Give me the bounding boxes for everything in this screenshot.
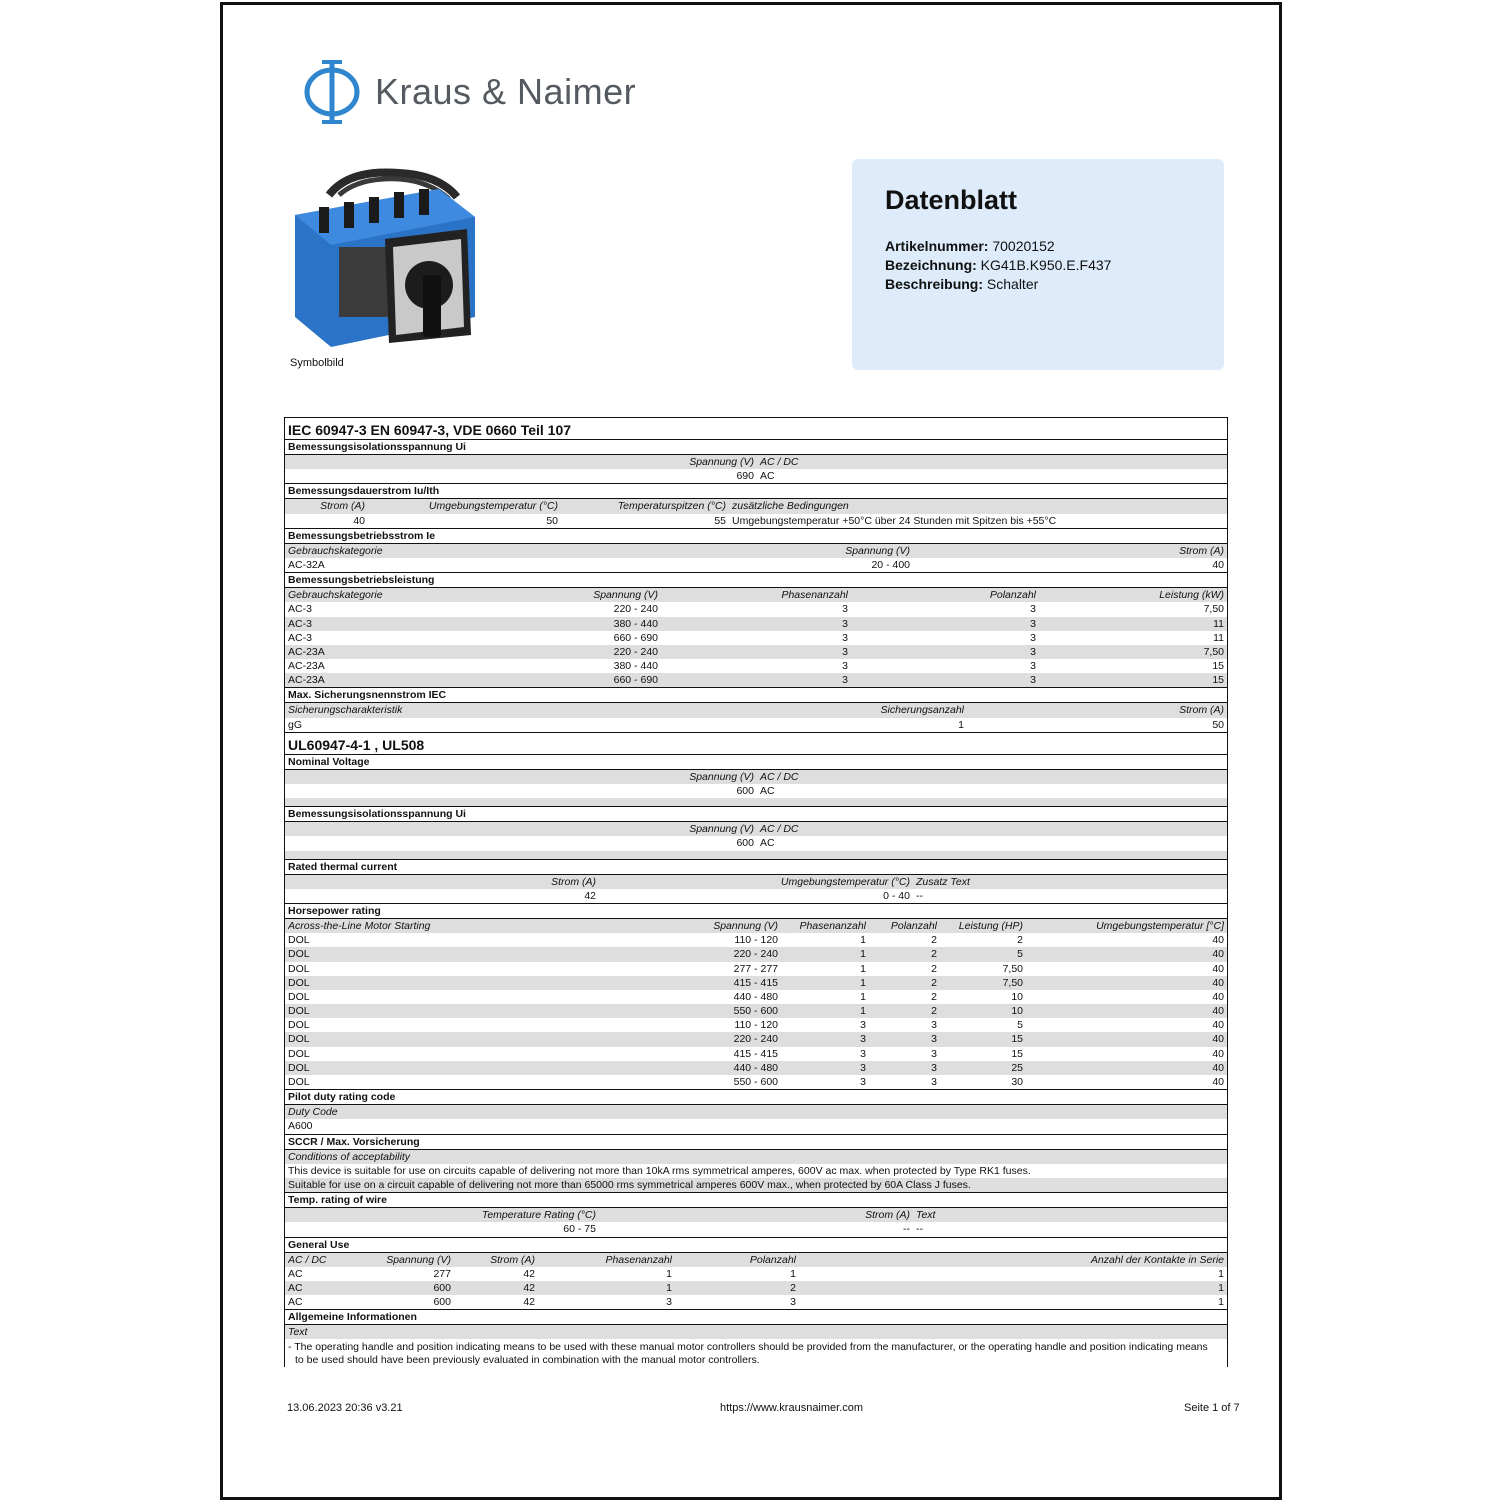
table-row: AC 277 42 1 1 1 — [288, 1267, 1224, 1280]
table-row: 60 - 75 -- -- — [563, 1223, 923, 1236]
table-row: DOL 220 - 240 3 3 15 40 — [285, 1032, 1227, 1046]
table-row: 40 50 55 Umgebungstemperatur +50°C über 24 Stunden mit Spitzen bis +55°C — [353, 514, 1057, 527]
table-row: DOL 440 - 480 1 2 10 40 — [288, 990, 1224, 1003]
subsection-title: Bemessungsbetriebsstrom Ie — [285, 528, 1227, 544]
table-row: AC-23A 660 - 690 3 3 15 — [285, 673, 1227, 687]
footer-date: 13.06.2023 20:36 v3.21 — [287, 1402, 403, 1414]
company-logo — [303, 57, 636, 127]
table-row: AC 600 42 1 2 1 — [285, 1281, 1227, 1295]
table-row: DOL 277 - 277 1 2 7,50 40 — [288, 962, 1224, 975]
table-row: AC-23A 380 - 440 3 3 15 — [288, 660, 1224, 673]
subsection-title: Bemessungsisolationsspannung Ui — [285, 806, 1227, 822]
table-row: This device is suitable for use on circuits capable of delivering not more than 10kA rms symmetrical amperes, 600V ac max. when protected by Type RK1 fuses. — [288, 1164, 1031, 1177]
table-header-row: Strom (A) Umgebungstemperatur (°C) Zusatz Text — [285, 875, 1227, 889]
table-row: AC-3 220 - 240 3 3 7,50 — [288, 603, 1224, 616]
table-header-row: Spannung (V) AC / DC — [285, 822, 1227, 836]
table-header-row: AC / DC Spannung (V) Strom (A) Phasenanzahl Polanzahl Anzahl der Kontakte in Serie — [285, 1253, 1227, 1267]
subsection-title: Nominal Voltage — [285, 755, 1227, 770]
table-row: DOL 110 - 120 3 3 5 40 — [288, 1019, 1224, 1032]
subsection-title: General Use — [285, 1237, 1227, 1253]
section-title: UL60947-4-1 , UL508 — [285, 732, 1227, 755]
subsection-title: Pilot duty rating code — [285, 1089, 1227, 1105]
table-row: AC-32A 20 - 400 40 — [288, 558, 1224, 571]
subsection-title: Bemessungsbetriebsleistung — [285, 572, 1227, 588]
table-row: gG 1 50 — [288, 718, 1224, 731]
subsection-title: Bemessungsisolationsspannung Ui — [285, 440, 1227, 455]
table-row: Suitable for use on a circuit capable of delivering not more than 65000 rms symmetrical amperes 600V max., when protected by 60A Class J fuses. — [285, 1178, 1227, 1192]
table-row: AC 600 42 3 3 1 — [288, 1296, 1224, 1309]
table-row: DOL 220 - 240 1 2 5 40 — [285, 947, 1227, 961]
table-header-row: Conditions of acceptability — [285, 1150, 1227, 1164]
table-row: DOL 110 - 120 1 2 2 40 — [288, 934, 1224, 947]
table-header-row: Spannung (V) AC / DC — [285, 455, 1227, 469]
subsection-title: Rated thermal current — [285, 859, 1227, 875]
table-row: AC-3 660 - 690 3 3 11 — [288, 631, 1224, 644]
spec-table — [284, 417, 1228, 1367]
table-header-row: Text — [285, 1325, 1227, 1339]
table-row: DOL 415 - 415 1 2 7,50 40 — [285, 976, 1227, 990]
table-row: DOL 550 - 600 1 2 10 40 — [285, 1004, 1227, 1018]
table-header-row: Gebrauchskategorie Spannung (V) Strom (A) — [285, 544, 1227, 558]
section-title: IEC 60947-3 EN 60947-3, VDE 0660 Teil 107 — [285, 418, 1227, 440]
subsection-title: Temp. rating of wire — [285, 1192, 1227, 1208]
designation: Bezeichnung: KG41B.K950.E.F437 — [885, 257, 1112, 273]
footer-page-number: Seite 1 of 7 — [1184, 1402, 1240, 1414]
table-row: 42 0 - 40 -- — [584, 889, 923, 902]
table-row: DOL 550 - 600 3 3 30 40 — [288, 1076, 1224, 1088]
datasheet-title: Datenblatt — [885, 185, 1018, 215]
table-header-row: Spannung (V) AC / DC — [285, 770, 1227, 784]
article-number: Artikelnummer: 70020152 — [885, 238, 1055, 254]
table-row: 600 AC — [736, 785, 775, 797]
image-caption: Symbolbild — [290, 357, 344, 369]
table-header-row: Strom (A) Umgebungstemperatur (°C) Temperaturspitzen (°C) zusätzliche Bedingungen — [285, 499, 1227, 513]
table-row: DOL 440 - 480 3 3 25 40 — [285, 1061, 1227, 1075]
table-header-row: Temperature Rating (°C) Strom (A) Text — [285, 1208, 1227, 1222]
subsection-title: Horsepower rating — [285, 903, 1227, 919]
table-header-row: Duty Code — [285, 1105, 1227, 1119]
datasheet-infobox — [852, 159, 1224, 370]
table-row: 690 AC — [736, 470, 775, 483]
table-row: DOL 415 - 415 3 3 15 40 — [288, 1047, 1224, 1060]
table-row: AC-3 380 - 440 3 3 11 — [285, 617, 1227, 631]
product-image — [289, 167, 479, 349]
subsection-title: Max. Sicherungsnennstrom IEC — [285, 687, 1227, 703]
phi-logo-icon — [303, 58, 361, 126]
table-header-row: Across-the-Line Motor Starting Spannung (V) Phasenanzahl Polanzahl Leistung (HP) Umgebungstemperatur [°C] — [285, 919, 1227, 933]
table-header-row: Gebrauchskategorie Spannung (V) Phasenanzahl Polanzahl Leistung (kW) — [285, 588, 1227, 602]
datasheet-page — [220, 2, 1282, 1500]
subsection-title: Bemessungsdauerstrom Iu/Ith — [285, 483, 1227, 499]
subsection-title: Allgemeine Informationen — [285, 1309, 1227, 1325]
table-row: A600 — [288, 1120, 313, 1133]
description: Beschreibung: Schalter — [885, 276, 1039, 292]
logo-text: Kraus & Naimer — [375, 71, 637, 112]
table-header-row: Sicherungscharakteristik Sicherungsanzahl Strom (A) — [285, 703, 1227, 717]
general-info-text: - The operating handle and position indicating means to be used with these manual motor controllers should be provided from the manufacturer, or the operating handle and position indicating means to be used should have been previously evaluated in combination with the manual motor controllers. — [288, 1341, 1208, 1367]
table-row: AC-23A 220 - 240 3 3 7,50 — [285, 645, 1227, 659]
table-row: 600 AC — [736, 837, 775, 850]
footer-url[interactable]: https://www.krausnaimer.com — [720, 1402, 864, 1414]
subsection-title: SCCR / Max. Vorsicherung — [285, 1134, 1227, 1150]
